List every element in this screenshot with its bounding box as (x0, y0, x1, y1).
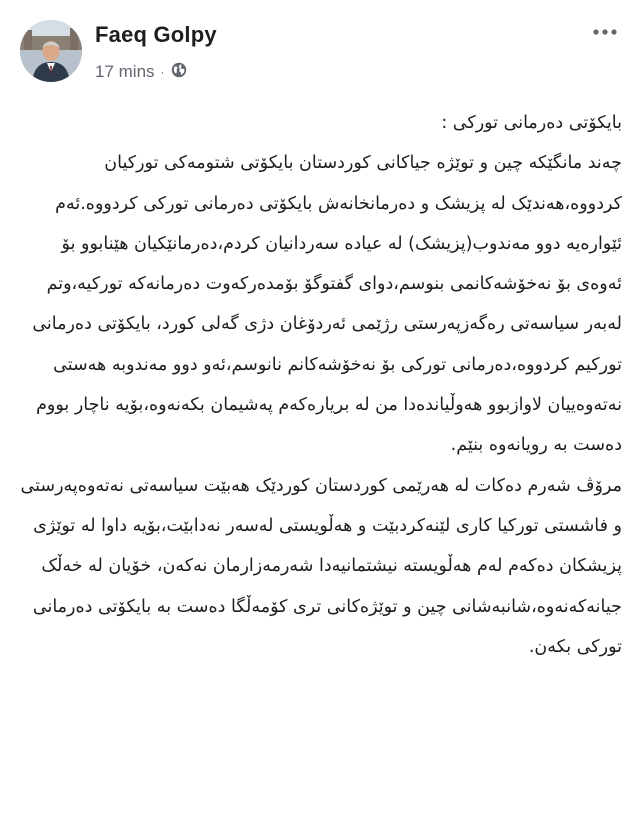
post-header (0, 0, 640, 96)
meta-separator: · (160, 65, 165, 79)
post-timestamp[interactable]: 17 mins (95, 62, 155, 81)
post-paragraph-2: مرۆڤ شەرم دەکات لە هەرێمی کوردستان کوردێک هەبێت سیاسەتی نەتەوەپەرستی و فاشستی تورکیا کاری لێنەکردبێت و هەڵویستی لەسەر نەدابێت،بۆیە داوا لە توێژی پزیشکان دەکەم لەم هەڵویستە نیشتمانیەدا شەرمەزارمان نەکەن، خۆیان لە خەڵک جیانەکەنەوە،شانبەشانی چین و توێژەکانی تری کۆمەڵگا دەست بە بایکۆتی دەرمانی تورکی بکەن. (20, 475, 622, 657)
post-meta (95, 61, 187, 83)
post-paragraph-1: بایکۆتی دەرمانی تورکی : چەند مانگێکە چین و توێژە جیاکانی کوردستان بایکۆتی شتومەکی تورکیان کردووە،هەندێک لە پزیشک و دەرمانخانەش بایکۆتی دەرمانی تورکی کردووە.ئەم ئێوارەیە دوو مەندوب(پزیشک) لە عیادە سەردانیان کردم،دەرمانێکیان هێنابوو بۆ ئەوەی بۆ نەخۆشەکانمی بنوسم،دوای گفتوگۆ بۆمدەرکەوت دەرمانەکە تورکیە،وتم لەبەر سیاسەتی رەگەزپەرستی رژێمی ئەردۆغان دژی گەلی کورد، بایکۆتی دەرمانی تورکیم کردووە،دەرمانی تورکی بۆ نەخۆشەکانم نانوسم،ئەو دوو مەندوبە هەستی نەتەوەییان لاوازبوو هەوڵیاندەدا من لە بریارەکەم پەشیمان بکەنەوە،بۆیە ناچار بووم دەست بە رویانەوە بنێم. (32, 113, 622, 456)
profile-photo (20, 20, 82, 82)
more-options-icon[interactable] (590, 20, 620, 44)
author-name[interactable]: Faeq Golpy (95, 22, 217, 47)
globe-icon[interactable] (171, 62, 187, 83)
avatar[interactable] (20, 20, 82, 82)
post-text (18, 103, 622, 667)
